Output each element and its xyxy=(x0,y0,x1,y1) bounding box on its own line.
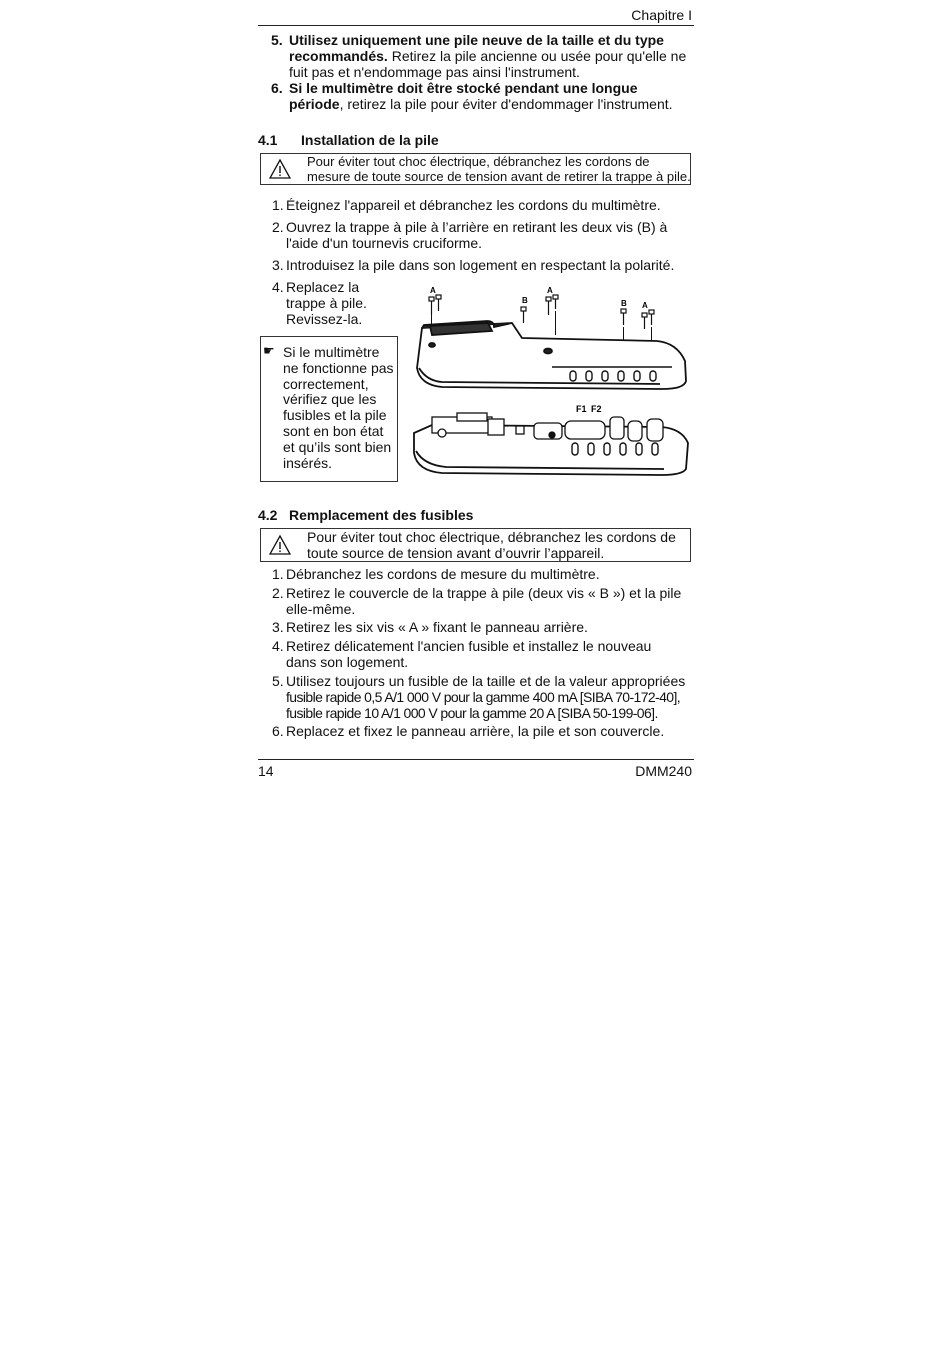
screw-label-a: A xyxy=(430,286,436,295)
step-text: Retirez les six vis « A » fixant le panneau arrière. xyxy=(286,619,588,635)
warning-triangle-icon xyxy=(269,534,291,556)
item-text: Retirez la pile ancienne ou usée pour qu'elle ne fuit pas et n'endommage pas ainsi l'instrument. xyxy=(289,48,687,80)
fuse-spec-line: fusible rapide 0,5 A/1 000 V pour la gamme 400 mA [SIBA 70-172-40], xyxy=(286,689,681,705)
multimeter-disassembly-figure xyxy=(402,283,694,479)
step-text: Éteignez l'appareil et débranchez les cordons du multimètre. xyxy=(286,197,661,213)
step-text: Replacez et fixez le panneau arrière, la pile et son couvercle. xyxy=(286,723,665,739)
step-number: 1. xyxy=(272,566,284,582)
warning-text: Pour éviter tout choc électrique, débranchez les cordons de toute source de tension avant d’ouvrir l’appareil. xyxy=(307,529,676,561)
step-text: Utilisez toujours un fusible de la taille et de la valeur appropriées xyxy=(286,673,686,689)
screw-label-b: B xyxy=(522,296,528,305)
step-number: 5. xyxy=(272,673,284,689)
page-number: 14 xyxy=(258,763,274,779)
item-number: 6. xyxy=(271,80,283,96)
screw-label-a: A xyxy=(642,301,648,310)
step-number: 3. xyxy=(272,619,284,635)
step-text: Replacez la trappe à pile. Revissez-la. xyxy=(286,279,367,327)
warning-text: Pour éviter tout choc électrique, débranchez les cordons de mesure de toute source de tension avant de retirer la trappe à pile. xyxy=(307,154,691,184)
section-title: Installation de la pile xyxy=(301,132,439,148)
step-number: 2. xyxy=(272,219,284,235)
warning-box xyxy=(260,528,691,562)
section-number: 4.1 xyxy=(258,132,278,148)
fuse-spec-line: fusible rapide 10 A/1 000 V pour la gamme 20 A [SIBA 50-199-06]. xyxy=(286,705,658,721)
screw-label-b: B xyxy=(621,299,627,308)
section-heading xyxy=(258,132,277,148)
step-text: Ouvrez la trappe à pile à l’arrière en retirant les deux vis (B) à l'aide d'un tournevis cruciforme. xyxy=(286,219,668,251)
fuse-label-f1: F1 xyxy=(576,404,587,414)
item-bold-text: Si le multimètre doit être stocké pendant une longue période xyxy=(289,80,638,112)
page-footer xyxy=(258,759,694,779)
item-bold-text: Utilisez uniquement une pile neuve de la taille et du type recommandés. xyxy=(289,32,664,64)
step-number: 6. xyxy=(272,723,284,739)
step-number: 2. xyxy=(272,585,284,601)
warning-triangle-icon xyxy=(269,158,291,180)
note-box xyxy=(260,336,398,482)
note-text: Si le multimètre ne fonctionne pas correctement, vérifiez que les fusibles et la pile sont en bon état et qu’ils sont bien insérés. xyxy=(283,344,394,471)
chapter-label: Chapitre I xyxy=(631,7,692,23)
step-number: 4. xyxy=(272,638,284,654)
step-text: Retirez délicatement l'ancien fusible et installez le nouveau dans son logement. xyxy=(286,638,652,670)
section-heading xyxy=(258,507,277,523)
fuse-label-f2: F2 xyxy=(591,404,602,414)
step-number: 4. xyxy=(272,279,284,295)
page-header xyxy=(258,6,694,26)
warning-box xyxy=(260,153,691,185)
back-cover xyxy=(417,321,686,389)
section-number: 4.2 xyxy=(258,507,278,523)
hand-pointing-icon: ☛ xyxy=(263,343,275,358)
model-name: DMM240 xyxy=(635,763,692,779)
item-number: 5. xyxy=(271,32,283,48)
section-title: Remplacement des fusibles xyxy=(289,507,474,523)
item-text: , retirez la pile pour éviter d'endommager l'instrument. xyxy=(339,96,673,112)
step-text: Débranchez les cordons de mesure du multimètre. xyxy=(286,566,600,582)
step-text: Introduisez la pile dans son logement en respectant la polarité. xyxy=(286,257,675,273)
step-text: Retirez le couvercle de la trappe à pile (deux vis « B ») et la pile elle-même. xyxy=(286,585,682,617)
screw-label-a: A xyxy=(547,286,553,295)
list-item xyxy=(271,80,691,114)
list-item xyxy=(271,32,691,82)
step-number: 1. xyxy=(272,197,284,213)
step-number: 3. xyxy=(272,257,284,273)
